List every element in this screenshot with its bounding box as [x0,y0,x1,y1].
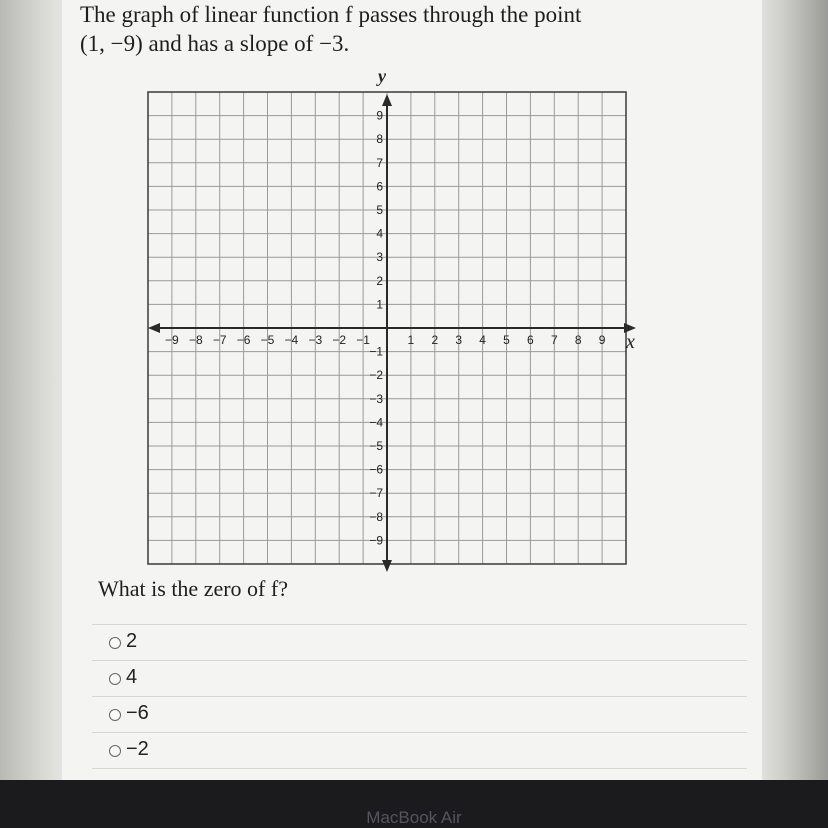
x-tick-label: −3 [308,333,323,347]
x-tick-label: −9 [165,333,179,347]
y-axis-label: y [378,66,386,86]
question-line-1: The graph of linear function f passes through the point [80,2,582,27]
y-tick-label: 9 [376,108,383,123]
x-tick-label: 8 [574,333,582,347]
radio-icon[interactable] [109,673,121,685]
x-tick-label: 4 [479,333,486,347]
x-tick-label: −8 [188,333,203,347]
x-tick-label: −7 [212,333,227,347]
x-tick-label: 9 [598,333,606,347]
radio-icon[interactable] [109,637,121,649]
option-label: 2 [126,630,138,652]
x-tick-label: 6 [527,333,534,347]
option-0[interactable] [92,624,747,660]
y-tick-label: −4 [369,415,383,430]
y-tick-label: 8 [376,132,383,147]
x-tick-label: −4 [284,333,299,347]
y-tick-label: 2 [376,273,383,288]
y-tick-label: −6 [369,462,383,477]
y-tick-label: −1 [369,344,383,359]
y-tick-label: −3 [369,391,383,406]
x-tick-label: −5 [260,333,275,347]
y-tick-label: −7 [369,486,383,501]
x-tick-label: 5 [503,333,510,347]
question-line-2: (1, −9) and has a slope of −3. [80,31,350,56]
answer-options [92,624,747,769]
y-tick-label: 1 [376,297,383,312]
y-tick-label: 5 [376,203,383,217]
screen-edge-right [762,0,828,780]
option-label: −2 [126,738,149,760]
option-1[interactable] [92,660,747,696]
zero-question: What is the zero of f? [98,576,288,601]
y-tick-label: −8 [369,509,383,524]
y-tick-label: −2 [369,368,383,383]
screen-edge-left [0,0,62,780]
x-tick-label: 7 [550,333,558,347]
y-axis-arrow-down-icon [382,560,392,572]
y-tick-label: 3 [376,250,383,265]
y-axis-arrow-up-icon [382,94,392,106]
y-tick-label: −5 [369,439,383,453]
x-tick-label: −1 [356,333,370,347]
option-label: −6 [126,702,149,724]
radio-icon[interactable] [109,745,121,757]
x-tick-label: −2 [332,333,347,347]
option-3[interactable] [92,732,747,769]
question-text [80,0,700,58]
radio-icon[interactable] [109,709,121,721]
x-tick-label: 3 [455,333,463,347]
brand-label: MacBook Air [366,808,462,827]
y-tick-label: 4 [376,226,383,241]
x-tick-label: −6 [236,333,251,347]
x-tick-label: 1 [407,333,415,347]
coordinate-graph [140,64,640,574]
x-axis-label: x [626,331,635,353]
option-2[interactable] [92,696,747,732]
y-tick-label: 6 [376,179,383,194]
y-tick-label: 7 [376,155,383,170]
option-label: 4 [126,666,138,688]
x-axis-arrow-left-icon [148,323,160,333]
x-tick-label: 2 [431,333,439,347]
y-tick-label: −9 [369,533,383,548]
x-tick-labels [165,333,606,347]
